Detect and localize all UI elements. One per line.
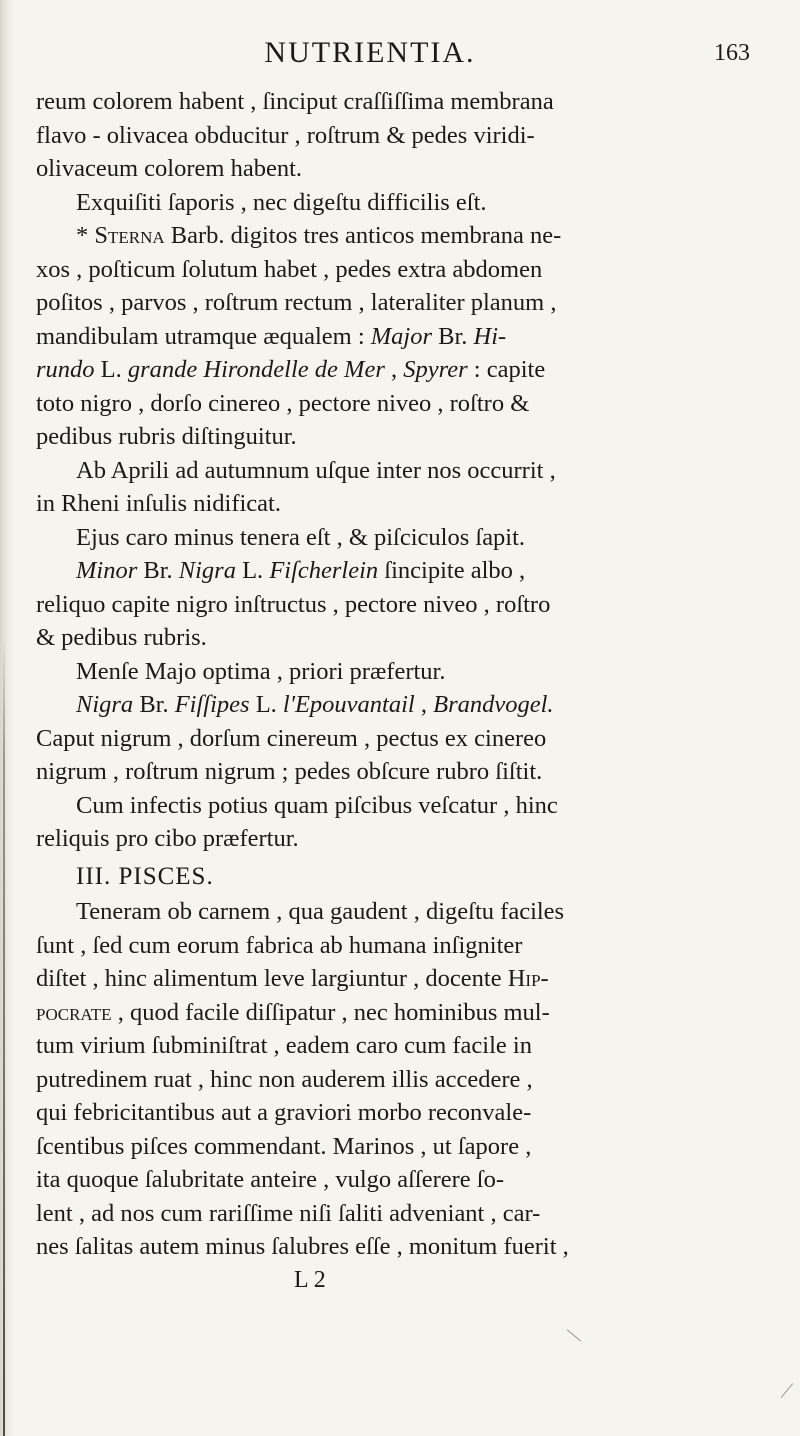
text-line: nes ſalitas autem minus ſalubres eſſe , monitum fuerit ,: [36, 1233, 569, 1260]
author-name: pocrate: [36, 998, 112, 1026]
text-line: mandibulam utramque æqualem :: [36, 322, 371, 350]
text-line: tum virium ſubminiſtrat , eadem caro cum facile in: [36, 1032, 532, 1059]
paragraph-continuation: [36, 85, 734, 186]
vernacular-name: Spyrer: [403, 356, 468, 383]
species-name: Minor: [76, 557, 138, 584]
text-line: Barb. digitos tres anticos membrana ne-: [164, 222, 562, 249]
text-line: flavo - olivacea obducitur , roſtrum & pedes viridi-: [36, 121, 535, 149]
running-title: NUTRIENTIA.: [264, 36, 476, 69]
vernacular-name: l'Epouvantail: [282, 691, 415, 718]
text-line: Ab Aprili ad autumnum uſque inter nos occurrit ,: [76, 456, 556, 484]
paper-mark: [781, 1383, 793, 1397]
paragraph-teneram: [36, 895, 734, 1264]
text-fragment: , quod facile diſſipatur , nec hominibus mul-: [111, 998, 550, 1026]
vernacular-name: Fiſcherlein: [269, 557, 379, 584]
text-line: pedibus rubris diſtinguitur.: [36, 423, 297, 450]
paragraph-mense-majo: Menſe Majo optima , priori præfertur.: [76, 657, 446, 685]
text-line: xos , poſticum ſolutum habet , pedes extra abdomen: [36, 255, 543, 283]
text-line: Cum infectis potius quam piſcibus veſcatur , hinc: [76, 791, 558, 819]
text-line: ſunt , ſed cum eorum fabrica ab humana inſigniter: [36, 931, 523, 959]
text-fragment: ,: [384, 356, 404, 383]
vernacular-name: grande Hirondelle de Mer: [127, 356, 385, 383]
text-line: reliquo capite nigro inſtructus , pectore niveo , roſtro: [36, 590, 551, 618]
paragraph-ejus-caro: Ejus caro minus tenera eſt , & piſciculos ſapit.: [76, 523, 526, 551]
text-line: reum colorem habent , ſinciput craſſiſſima membrana: [36, 88, 554, 115]
species-name: Nigra: [76, 691, 134, 718]
signature-mark: L 2: [294, 1266, 326, 1293]
vernacular-name: Brandvogel.: [433, 691, 554, 718]
author-name: Hip-: [507, 965, 549, 992]
paper-mark: [567, 1329, 581, 1341]
page-header: [0, 36, 800, 80]
text-line: qui febricitantibus aut a graviori morbo reconvale-: [36, 1099, 532, 1126]
asterisk-mark: *: [76, 222, 95, 249]
section-heading: III. PISCES.: [76, 862, 214, 890]
species-name: Hi-: [473, 322, 507, 350]
text-line: in Rheni inſulis nidificat.: [36, 490, 281, 517]
text-fragment: : capite: [467, 356, 546, 383]
paragraph-minor: [36, 554, 734, 655]
paragraph-sterna: [36, 219, 734, 454]
text-fragment: ,: [414, 691, 434, 718]
species-name: Fiſſipes: [174, 691, 250, 718]
text-line: putredinem ruat , hinc non auderem illis accedere ,: [36, 1065, 533, 1093]
text-fragment: Br.: [133, 691, 175, 718]
paragraph-aprili: [36, 454, 734, 521]
text-line: Teneram ob carnem , qua gaudent , digeſtu faciles: [76, 898, 565, 925]
species-name: Major: [370, 322, 433, 350]
text-fragment: Br.: [432, 322, 474, 350]
text-line: ſcentibus piſces commendant. Marinos , ut ſapore ,: [36, 1132, 532, 1160]
body-text: [36, 85, 734, 1297]
text-fragment: L.: [94, 356, 128, 383]
species-name: rundo: [36, 356, 95, 383]
text-line: & pedibus rubris.: [36, 624, 207, 651]
text-line: Caput nigrum , dorſum cinereum , pectus ex cinereo: [36, 724, 547, 752]
text-fragment: Br.: [137, 557, 179, 584]
page-edge-line: [3, 640, 5, 1436]
text-line: ita quoque ſalubritate anteire , vulgo aſſerere ſo-: [36, 1166, 505, 1193]
species-name: Nigra: [178, 557, 236, 584]
text-line: toto nigro , dorſo cinereo , pectore niveo , roſtro &: [36, 389, 530, 417]
text-line: poſitos , parvos , roſtrum rectum , lateraliter planum ,: [36, 289, 557, 316]
paragraph-nigra: [36, 688, 734, 789]
genus-name: Sterna: [94, 222, 165, 249]
paragraph-exquisiti: Exquiſiti ſaporis , nec digeſtu difficilis eſt.: [76, 188, 487, 216]
text-line: nigrum , roſtrum nigrum ; pedes obſcure rubro ſiſtit.: [36, 758, 543, 785]
text-fragment: L.: [235, 557, 270, 584]
text-line: lent , ad nos cum rariſſime niſi ſaliti adveniant , car-: [36, 1199, 541, 1227]
text-fragment: L.: [249, 691, 283, 718]
text-line: reliquis pro cibo præfertur.: [36, 825, 299, 852]
text-line: olivaceum colorem habent.: [36, 155, 302, 182]
text-fragment: ſincipite albo ,: [378, 557, 526, 584]
text-line: diſtet , hinc alimentum leve largiuntur , docente: [36, 965, 508, 992]
page-number: 163: [714, 40, 750, 66]
paragraph-cum-infectis: [36, 789, 734, 856]
